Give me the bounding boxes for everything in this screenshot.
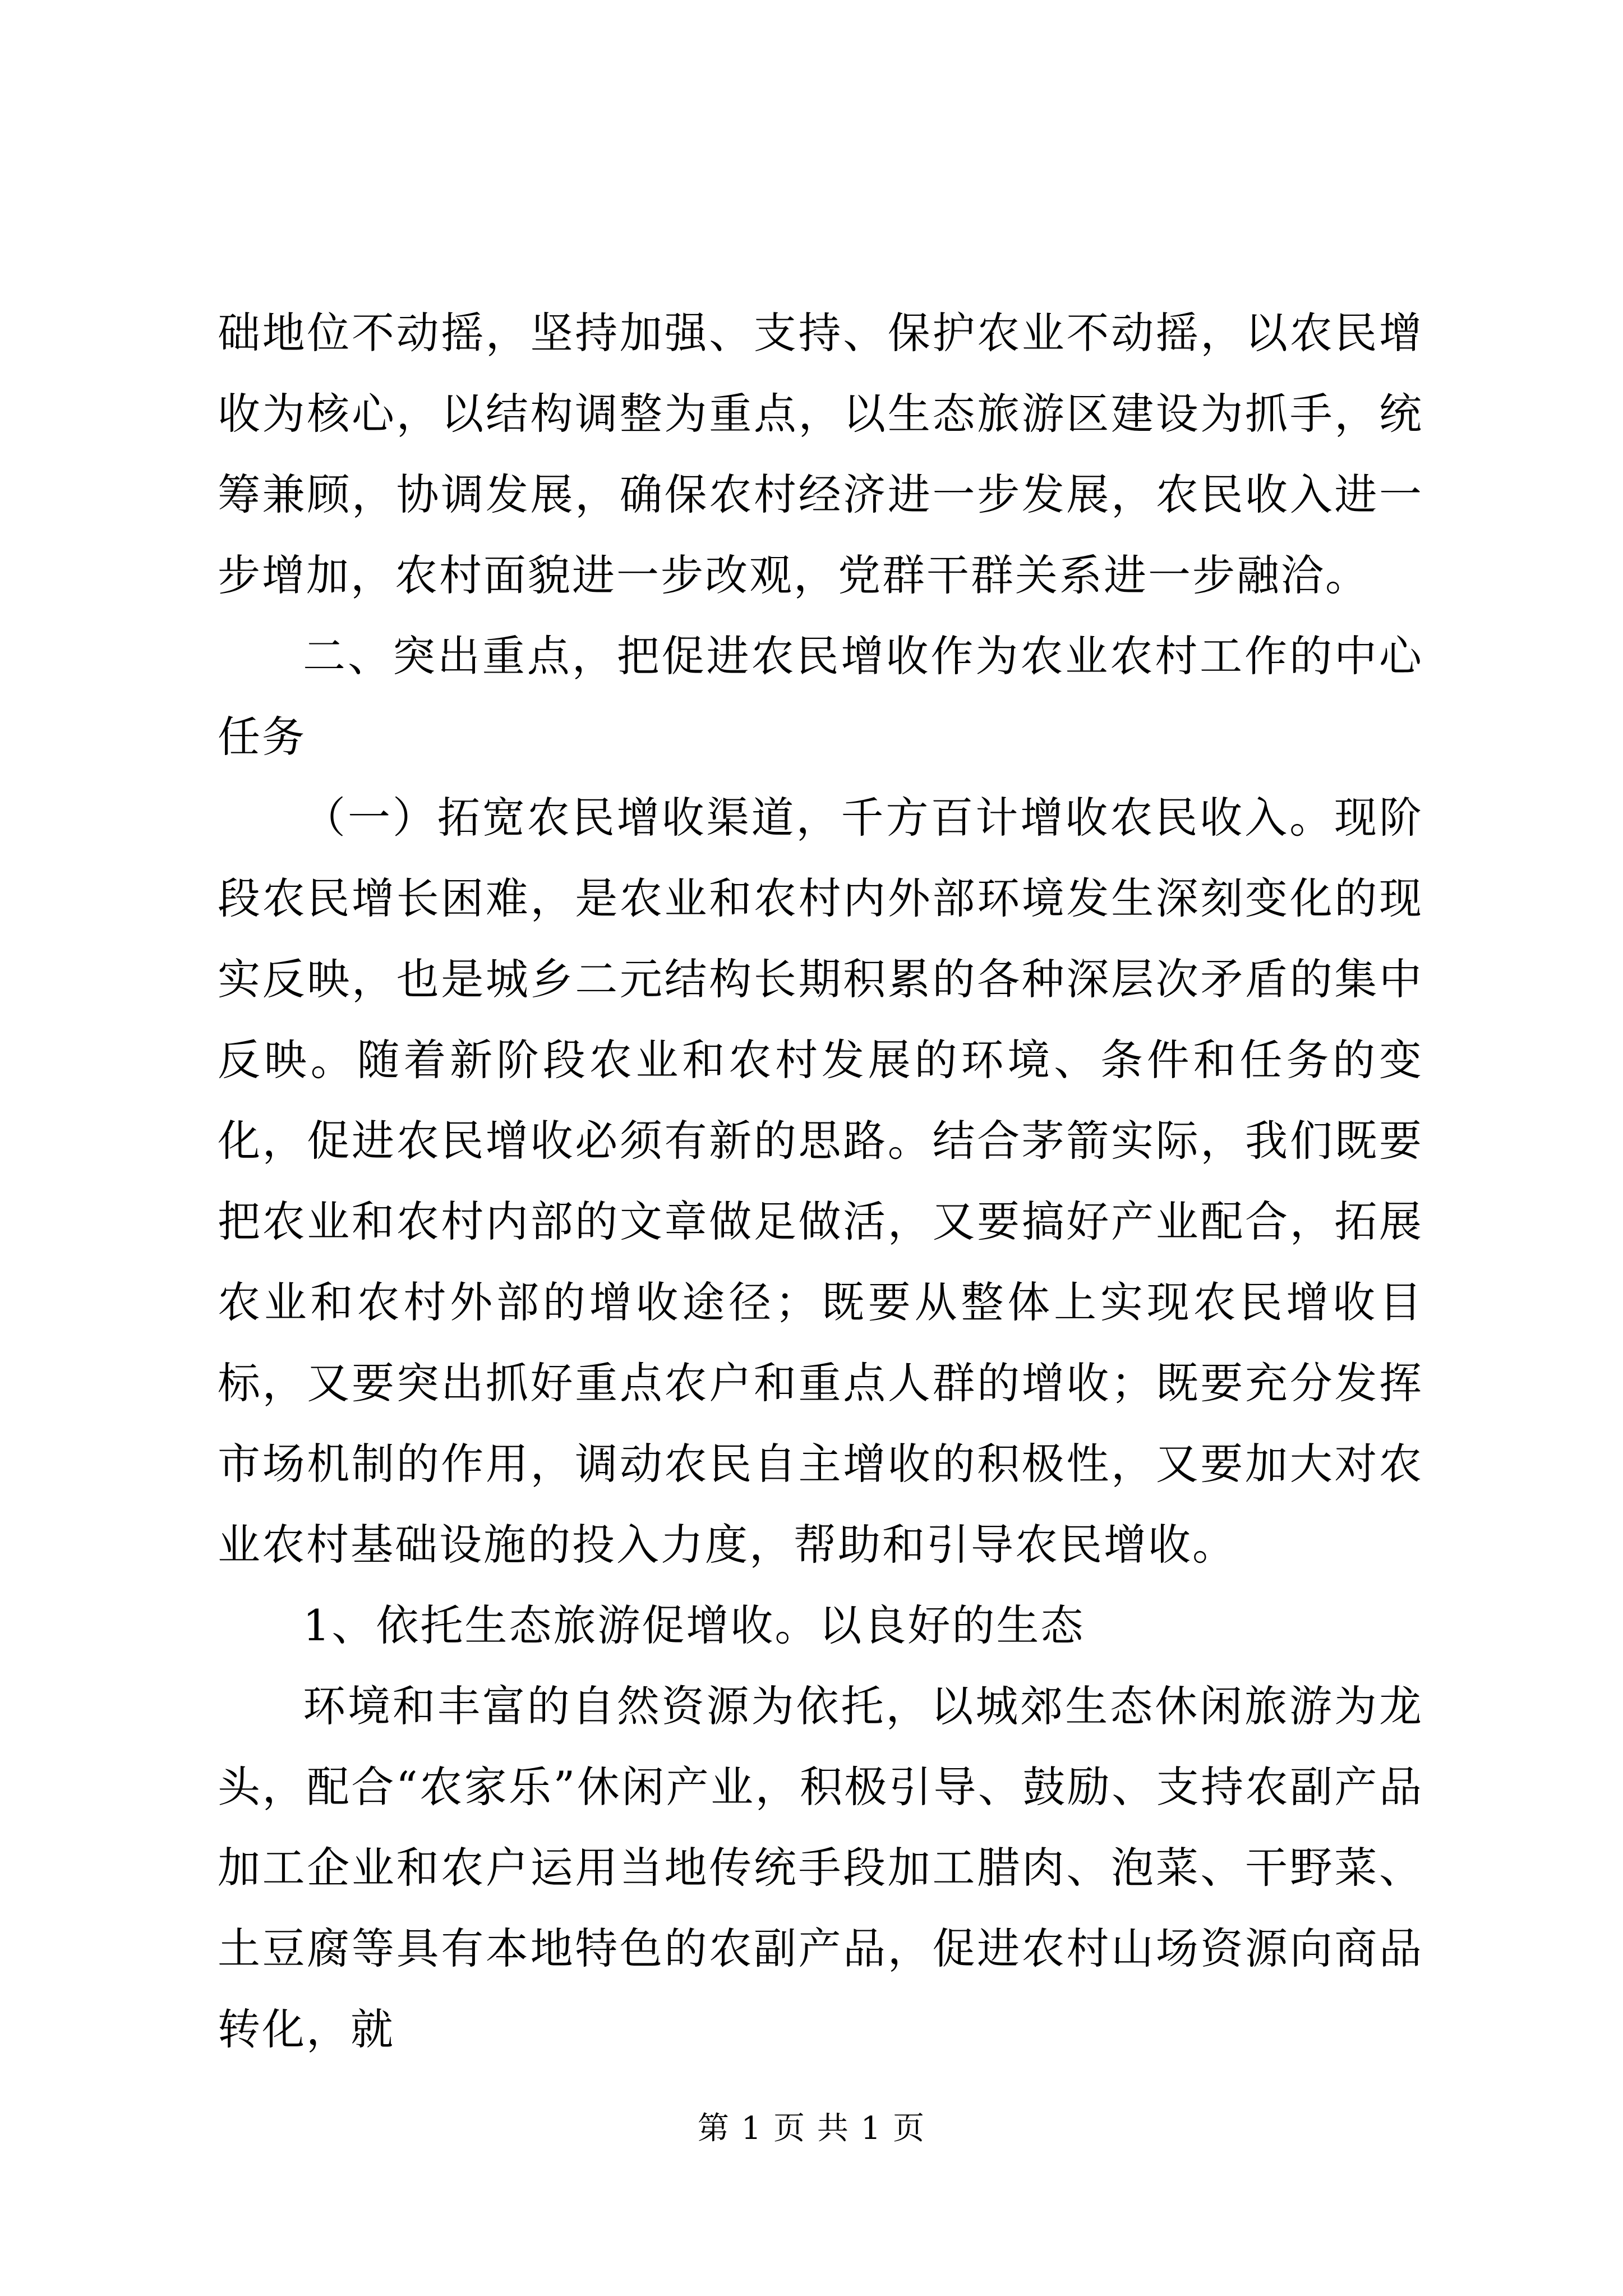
paragraph-3: （一）拓宽农民增收渠道，千方百计增收农民收入。现阶段农民增长困难，是农业和农村内外部环境发生深刻变化的现实反映，也是城乡二元结构长期积累的各种深层次矛盾的集中反映。随着新阶段农业和农村发展的环境、条件和任务的变化，促进农民增收必须有新的思路。结合茅箭实际，我们既要把农业和农村内部的文章做足做活，又要搞好产业配合，拓展农业和农村外部的增收途径；既要从整体上实现农民增收目标，又要突出抓好重点农户和重点人群的增收；既要充分发挥市场机制的作用，调动农民自主增收的积极性，又要加大对农业农村基础设施的投入力度，帮助和引导农民增收。 xyxy=(218,793,1423,1570)
document-body xyxy=(218,293,1423,2070)
paragraph-4: 1、依托生态旅游促增收。以良好的生态 xyxy=(303,1600,1085,1650)
paragraph-1: 础地位不动摇，坚持加强、支持、保护农业不动摇，以农民增收为核心，以结构调整为重点，以生态旅游区建设为抓手，统筹兼顾，协调发展，确保农村经济进一步发展，农民收入进一步增加，农村面貌进一步改观，党群干群关系进一步融洽。 xyxy=(218,308,1423,600)
section-heading-2: 二、突出重点，把促进农民增收作为农业农村工作的中心任务 xyxy=(218,631,1423,762)
paragraph-5: 环境和丰富的自然资源为依托，以城郊生态休闲旅游为龙头，配合“农家乐”休闲产业，积极引导、鼓励、支持农副产品加工企业和农户运用当地传统手段加工腊肉、泡菜、干野菜、土豆腐等具有本地特色的农副产品，促进农村山场资源向商品转化，就 xyxy=(218,1681,1423,2054)
page-footer: 第 1 页 共 1 页 xyxy=(697,2110,926,2147)
